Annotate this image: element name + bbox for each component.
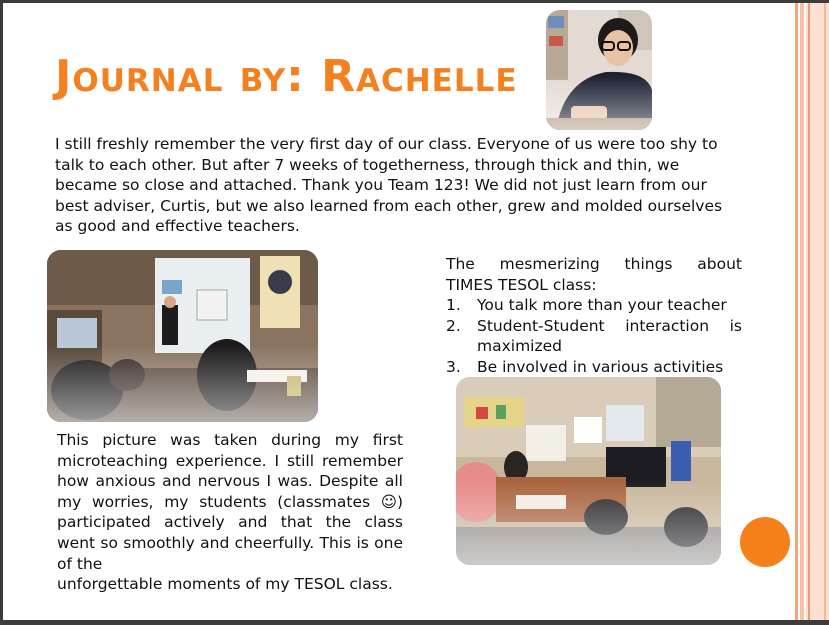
photo-caption (57, 430, 403, 595)
window-frame-left (0, 0, 3, 625)
photo-reflection (546, 76, 652, 130)
caption-body: This picture was taken during my first microteaching experience. I still remember how anxious and nervous I was. Despite all my worries, my students (classmates ☺) participated actively and that the class went so smoothly and cheerfully. This is one of the (57, 431, 403, 573)
list-item-number: 2. (446, 316, 461, 335)
list-heading: The mesmerizing things about (446, 255, 742, 273)
list-item-text: Be involved in various activities (477, 357, 724, 376)
orange-circle-decoration (740, 517, 790, 567)
things-list (446, 295, 742, 377)
window-frame-bottom (0, 620, 829, 625)
times-tesol-list (446, 254, 742, 378)
decorative-stripe (795, 3, 798, 620)
list-item (446, 295, 742, 316)
decorative-stripe (824, 3, 826, 620)
caption-last-line: unforgettable moments of my TESOL class. (57, 575, 393, 594)
list-item (446, 316, 742, 357)
portrait-photo (546, 10, 652, 130)
list-item-number: 3. (446, 357, 461, 376)
decorative-stripe (800, 3, 804, 620)
list-item-text: Student-Student interaction is maximized (477, 316, 742, 356)
list-item-text: You talk more than your teacher (477, 296, 727, 315)
students-photo (456, 377, 721, 565)
list-heading-continued: TIMES TESOL class: (446, 275, 597, 294)
list-item (446, 357, 742, 378)
window-frame-top (0, 0, 829, 3)
photo-reflection (47, 345, 318, 422)
list-item-number: 1. (446, 296, 461, 315)
intro-paragraph: I still freshly remember the very first day of our class. Everyone of us were too shy to talk to each other. But after 7 weeks of togetherness, through thick and thin, we became so close and attached. Thank you Team 123! We did not just learn from our best adviser, Curtis, but we also learned from each other, grew and molded ourselves as good and effective teachers. (55, 135, 723, 236)
page-title: Journal by: Rachelle (55, 51, 518, 102)
classroom-photo (47, 250, 318, 422)
photo-reflection (456, 480, 721, 565)
decorative-stripe (808, 3, 810, 620)
